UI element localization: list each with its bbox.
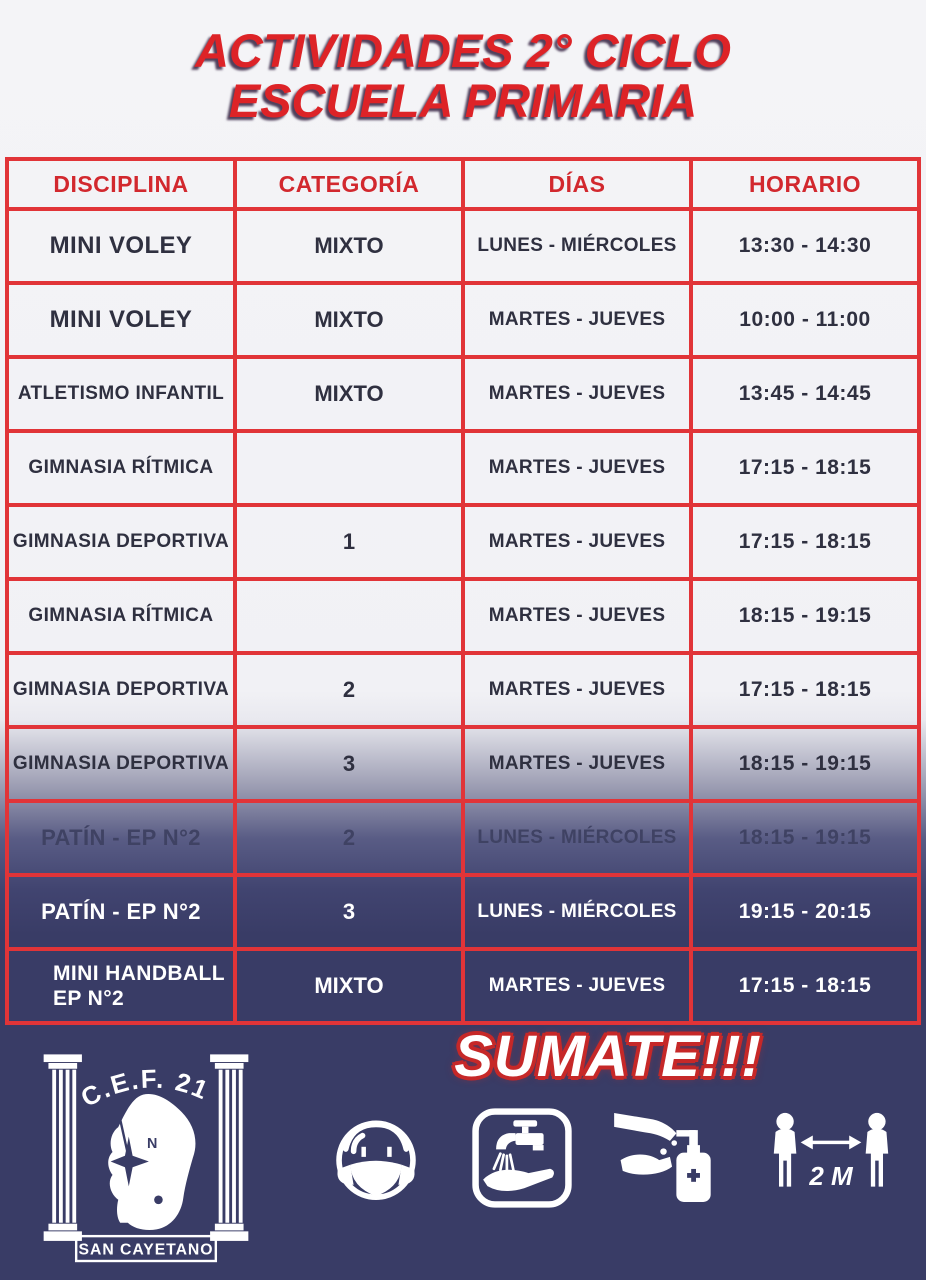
cell-disciplina: GIMNASIA DEPORTIVA — [7, 653, 235, 727]
cell-horario: 17:15 - 18:15 — [691, 949, 919, 1023]
cell-dias: MARTES - JUEVES — [463, 653, 691, 727]
right-column-icon — [210, 1054, 248, 1241]
cell-categoria — [235, 579, 463, 653]
cell-horario: 10:00 - 11:00 — [691, 283, 919, 357]
cell-horario: 17:15 - 18:15 — [691, 653, 919, 727]
table-row — [7, 431, 919, 505]
cell-categoria: MIXTO — [235, 949, 463, 1023]
cell-horario: 18:15 - 19:15 — [691, 579, 919, 653]
cell-categoria: 1 — [235, 505, 463, 579]
cell-dias: MARTES - JUEVES — [463, 357, 691, 431]
cell-horario: 18:15 - 19:15 — [691, 801, 919, 875]
cell-dias: LUNES - MIÉRCOLES — [463, 801, 691, 875]
covid-icons-row — [290, 1102, 926, 1214]
table-row — [7, 283, 919, 357]
cta-text: SUMATE!!! — [454, 1024, 762, 1089]
cell-dias: MARTES - JUEVES — [463, 505, 691, 579]
table-row — [7, 801, 919, 875]
compass-n-label: N — [146, 1136, 158, 1153]
map-dot — [154, 1195, 163, 1204]
cell-dias: LUNES - MIÉRCOLES — [463, 875, 691, 949]
hand-sanitizer-icon — [612, 1104, 730, 1212]
cell-disciplina: MINI HANDBALL EP N°2 — [7, 949, 235, 1023]
cef-21-logo — [36, 1037, 256, 1265]
hand-washing-icon — [468, 1104, 576, 1212]
cell-horario: 17:15 - 18:15 — [691, 505, 919, 579]
header-row — [7, 159, 919, 209]
cell-categoria: 2 — [235, 801, 463, 875]
table-row — [7, 579, 919, 653]
cell-disciplina: GIMNASIA RÍTMICA — [7, 579, 235, 653]
cell-dias: MARTES - JUEVES — [463, 727, 691, 801]
cell-categoria: MIXTO — [235, 357, 463, 431]
cell-categoria — [235, 431, 463, 505]
table-row — [7, 875, 919, 949]
cell-categoria: MIXTO — [235, 283, 463, 357]
cell-horario: 17:15 - 18:15 — [691, 431, 919, 505]
cell-dias: MARTES - JUEVES — [463, 949, 691, 1023]
table-row — [7, 653, 919, 727]
table-row — [7, 727, 919, 801]
cell-horario: 18:15 - 19:15 — [691, 727, 919, 801]
cell-categoria: 2 — [235, 653, 463, 727]
header-dias: DÍAS — [463, 159, 691, 209]
cell-disciplina: PATÍN - EP N°2 — [7, 801, 235, 875]
table-row — [7, 357, 919, 431]
cell-disciplina: GIMNASIA RÍTMICA — [7, 431, 235, 505]
page-title — [0, 0, 926, 126]
cell-disciplina: ATLETISMO INFANTIL — [7, 357, 235, 431]
cell-dias: MARTES - JUEVES — [463, 283, 691, 357]
cell-disciplina: MINI VOLEY — [7, 283, 235, 357]
header-horario: HORARIO — [691, 159, 919, 209]
schedule-table-wrap — [5, 157, 921, 1025]
header-categoria: CATEGORÍA — [235, 159, 463, 209]
cell-categoria: 3 — [235, 727, 463, 801]
cell-categoria: MIXTO — [235, 209, 463, 283]
table-row — [7, 209, 919, 283]
cell-disciplina: PATÍN - EP N°2 — [7, 875, 235, 949]
footer-right — [290, 1003, 926, 1280]
title-line-1: ACTIVIDADES 2° CICLO — [195, 24, 731, 77]
cell-horario: 13:45 - 14:45 — [691, 357, 919, 431]
distance-label: 2 M — [809, 1160, 853, 1191]
left-column-icon — [44, 1054, 82, 1241]
cell-dias: MARTES - JUEVES — [463, 431, 691, 505]
header-disciplina: DISCIPLINA — [7, 159, 235, 209]
cell-dias: MARTES - JUEVES — [463, 579, 691, 653]
cell-disciplina: MINI VOLEY — [7, 209, 235, 283]
face-mask-icon — [320, 1102, 432, 1214]
logo-arc-text: C.E.F. 21 — [76, 1065, 214, 1113]
cell-dias: LUNES - MIÉRCOLES — [463, 209, 691, 283]
schedule-table — [5, 157, 921, 1025]
cell-categoria: 3 — [235, 875, 463, 949]
logo-bottom-text: SAN CAYETANO — [78, 1241, 214, 1259]
cell-disciplina: GIMNASIA DEPORTIVA — [7, 505, 235, 579]
cell-disciplina: GIMNASIA DEPORTIVA — [7, 727, 235, 801]
table-row — [7, 505, 919, 579]
footer — [0, 1003, 926, 1280]
social-distance-icon — [766, 1104, 896, 1212]
title-line-2: ESCUELA PRIMARIA — [228, 73, 698, 127]
cell-horario: 19:15 - 20:15 — [691, 875, 919, 949]
cell-horario: 13:30 - 14:30 — [691, 209, 919, 283]
